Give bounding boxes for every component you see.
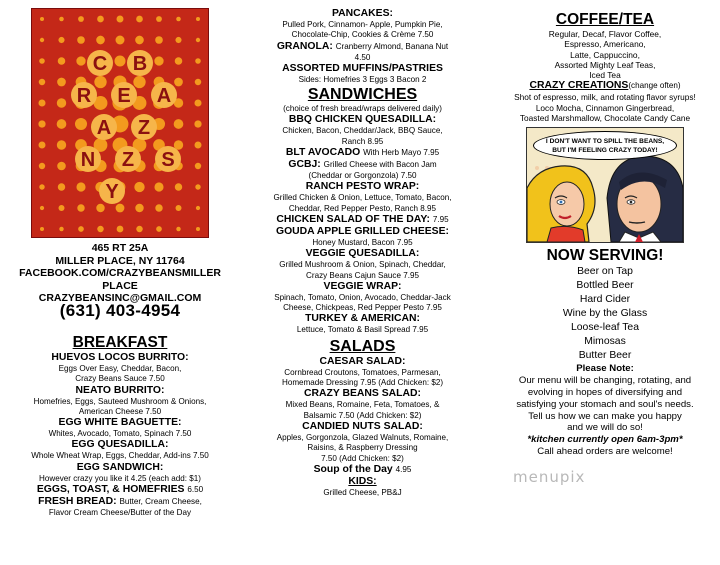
logo-dot (156, 16, 162, 22)
coffee-items (490, 29, 720, 80)
logo-dot (135, 204, 143, 212)
soup-name: Soup of the Day (313, 463, 393, 475)
sandwich-inline-desc: With Herb Mayo 7.95 (363, 148, 440, 158)
fresh-bread-desc: Butter, Cream Cheese, (119, 497, 202, 507)
sandwich-item-desc: (Cheddar or Gorgonzola) 7.50 (308, 171, 417, 181)
logo-dots-art (32, 9, 208, 237)
eggs-toast-price: 6.50 (187, 485, 204, 495)
sandwich-item-name (240, 313, 485, 325)
crazy-creations-note: (change often) (628, 81, 681, 91)
serving-item: Loose-leaf Tea (571, 322, 639, 334)
please-note-title: Please Note: (576, 363, 634, 375)
logo-dot (175, 37, 181, 43)
logo-dot (175, 183, 182, 190)
now-serving-title: NOW SERVING! (546, 247, 664, 265)
salad-item-desc: Raisins, & Raspberry Dressing (307, 443, 418, 453)
logo-dot (40, 227, 44, 231)
sandwich-name: VEGGIE QUESADILLA: (305, 248, 420, 260)
logo-dot (196, 17, 200, 21)
logo-dot (94, 76, 106, 88)
crazy-creations-name: CRAZY CREATIONS (529, 80, 629, 92)
logo-dot (154, 182, 163, 191)
logo-letter: B (132, 53, 148, 75)
logo-dot (39, 58, 45, 64)
fresh-bread-name: FRESH BREAD: (38, 496, 117, 508)
crazy-beans-logo (31, 8, 209, 238)
logo-letter: A (96, 117, 112, 139)
address-line-1: 465 RT 25A (91, 242, 149, 254)
logo-dot (195, 163, 201, 169)
logo-dot (40, 206, 44, 210)
logo-dot (155, 204, 162, 211)
logo-dot (58, 205, 64, 211)
logo-dot (58, 183, 65, 190)
salad-item-desc: Mixed Beans, Romaine, Feta, Tomatoes, & (285, 400, 440, 410)
sandwich-name: GCBJ: (288, 159, 321, 171)
pancakes-heading: PANCAKES: (332, 8, 393, 19)
logo-dot (58, 37, 64, 43)
bubble-line-1: I DON'T WANT TO SPILL THE BEANS, (545, 137, 665, 145)
breakfast-item-desc: Crazy Beans Sauce 7.50 (75, 374, 165, 384)
logo-dot (116, 204, 125, 213)
eggs-toast-name: EGGS, TOAST, & HOMEFRIES (36, 484, 185, 496)
sandwich-item-desc: Grilled Chicken & Onion, Lettuce, Tomato, Bacon, (273, 193, 452, 203)
logo-dot (194, 99, 201, 106)
contact-block (0, 242, 240, 320)
sandwich-name: GOUDA APPLE GRILLED CHEESE: (276, 225, 449, 237)
note-line: Tell us how we can make you happy (528, 410, 682, 422)
sandwiches-title: SANDWICHES (307, 86, 418, 104)
logo-dot (174, 78, 183, 87)
logo-dot (196, 38, 200, 42)
note-list (490, 375, 720, 434)
sandwich-item-name (240, 181, 485, 193)
sandwich-name: TURKEY & AMERICAN: (305, 313, 420, 325)
breakfast-item-desc: Eggs Over Easy, Cheddar, Bacon, (58, 364, 182, 373)
logo-letter: E (117, 85, 131, 107)
logo-dot (57, 119, 67, 129)
logo-letter: C (92, 53, 108, 75)
email-link[interactable]: CRAZYBEANSINC@GMAIL.COM (38, 292, 202, 304)
logo-dot (38, 141, 45, 148)
breakfast-item-name: EGG WHITE BAGUETTE: (58, 417, 182, 429)
logo-dot (78, 16, 84, 22)
sides-line: Sides: Homefries 3 Eggs 3 Bacon 2 (298, 74, 427, 84)
note-line: Our menu will be changing, rotating, and (518, 375, 692, 387)
salad-items (240, 356, 485, 464)
logo-dot (154, 56, 163, 65)
sandwich-item-desc: Cheddar, Red Pepper Pesto, Ranch 8.95 (288, 203, 437, 213)
logo-dot (194, 141, 201, 148)
logo-dot (114, 55, 125, 66)
sandwich-inline-desc: Grilled Cheese with Bacon Jam (323, 160, 437, 170)
breakfast-item-name: EGG SANDWICH: (76, 461, 164, 473)
coffee-item: Espresso, Americano, (564, 39, 646, 50)
logo-dot (97, 16, 104, 23)
note-line: evolving in hopes of diversifying and (527, 386, 683, 398)
sandwich-item-desc: Lettuce, Tomato & Basil Spread 7.95 (296, 325, 429, 335)
breakfast-item-name: EGG QUESADILLA: (71, 439, 169, 451)
logo-dot (196, 206, 200, 210)
sandwich-item-desc: Crazy Beans Cajun Sauce 7.95 (306, 270, 419, 280)
logo-dot (175, 205, 181, 211)
salads-title: SALADS (329, 337, 396, 355)
logo-letter: N (80, 149, 96, 171)
logo-letter: Y (105, 181, 119, 203)
serving-list (490, 265, 720, 363)
granola-desc: Cranberry Almond, Banana Nut (335, 41, 449, 51)
creations-desc-line: Shot of espresso, milk, and rotating flavor syrups! (514, 92, 696, 103)
facebook-link[interactable]: FACEBOOK.COM/CRAZYBEANSMILLER (19, 267, 221, 279)
breakfast-section (0, 334, 240, 518)
soup-item (240, 464, 485, 476)
logo-letter: S (161, 149, 175, 171)
logo-letter: A (156, 85, 172, 107)
sandwich-item-name (240, 159, 485, 171)
logo-dot (175, 57, 183, 65)
logo-dot (155, 36, 163, 44)
breakfast-title: BREAKFAST (72, 334, 168, 351)
salad-item-desc: 7.50 (Add Chicken: $2) (321, 453, 404, 463)
logo-dot (57, 162, 66, 171)
logo-dot (133, 76, 145, 88)
phone-number[interactable]: (631) 403-4954 (59, 300, 181, 320)
logo-letter: Z (137, 117, 151, 139)
sandwich-item-desc: Grilled Mushroom & Onion, Spinach, Cheddar, (279, 260, 446, 270)
sandwich-inline-desc: 7.95 (432, 214, 449, 224)
logo-dot (117, 16, 124, 23)
sandwich-item-desc: Spinach, Tomato, Onion, Avocado, Cheddar-Jack (274, 292, 451, 302)
logo-dot (38, 120, 45, 127)
logo-dot (39, 184, 44, 189)
facebook-link-cont[interactable]: PLACE (102, 279, 138, 292)
logo-dot (39, 79, 45, 85)
logo-dot (96, 36, 105, 45)
kids-desc: Grilled Cheese, PB&J (323, 487, 402, 497)
creations-desc-line: Toasted Marshmallow, Chocolate Candy Cane (519, 113, 691, 124)
fresh-bread-desc-2: Flavor Cream Cheese/Butter of the Day (48, 508, 192, 518)
logo-dot (195, 79, 201, 85)
sandwich-item-desc: Ranch 8.95 (341, 136, 384, 146)
logo-dot (39, 163, 45, 169)
coffee-item: Latte, Cappuccino, (570, 49, 640, 60)
menupix-watermark: menupix (513, 468, 586, 486)
salad-item-desc: Apples, Gorgonzola, Glazed Walnuts, Romaine, (276, 432, 449, 442)
breakfast-item-desc: Homefries, Eggs, Sauteed Mushroom & Onions, (33, 396, 207, 406)
logo-dot (77, 204, 84, 211)
breakfast-item-name: HUEVOS LOCOS BURRITO: (51, 352, 189, 363)
breakfast-item-name: NEATO BURRITO: (75, 384, 165, 396)
logo-dot (174, 119, 184, 129)
granola-heading: GRANOLA: (276, 40, 333, 52)
soup-price: 4.95 (395, 464, 412, 474)
logo-dot (134, 182, 144, 192)
logo-dot (194, 120, 201, 127)
logo-dot (57, 140, 66, 149)
logo-dot (96, 204, 104, 212)
left-panel (0, 0, 240, 555)
salad-item-desc: Homemade Dressing 7.95 (Add Chicken: $2) (281, 378, 444, 388)
muffins-heading: ASSORTED MUFFINS/PASTRIES (282, 62, 443, 74)
sandwich-name: RANCH PESTO WRAP: (305, 181, 420, 193)
salad-item-name: CRAZY BEANS SALAD: (304, 388, 421, 400)
logo-dot (76, 182, 85, 191)
logo-letter: R (76, 85, 92, 107)
logo-dot (97, 226, 103, 232)
salad-item-desc: Balsamic 7.50 (Add Chicken: $2) (303, 410, 422, 420)
crazy-creations-heading (490, 80, 720, 92)
sandwich-item-desc: Honey Mustard, Bacon 7.95 (312, 237, 413, 247)
logo-dot (59, 227, 63, 231)
salad-item-desc: Cornbread Croutons, Tomatoes, Parmesan, (284, 367, 441, 377)
logo-dot (40, 38, 44, 42)
serving-item: Mimosas (584, 336, 626, 348)
call-ahead-note: Call ahead orders are welcome! (537, 445, 673, 457)
logo-dot (156, 226, 162, 232)
pancakes-desc-2: Chocolate-Chip, Cookies & Crème 7.50 (291, 30, 434, 40)
logo-dot (75, 118, 87, 130)
logo-dot (76, 56, 85, 65)
salad-item-name: CAESAR SALAD: (319, 355, 406, 367)
sandwich-item-name (240, 248, 485, 260)
logo-dot (195, 58, 201, 64)
creations-desc (490, 92, 720, 123)
middle-panel (240, 8, 485, 563)
serving-item: Wine by the Glass (562, 308, 648, 320)
logo-dot (57, 78, 66, 87)
breakfast-item-desc: American Cheese 7.50 (78, 406, 162, 416)
pancakes-desc-1: Pulled Pork, Cinnamon- Apple, Pumpkin Pie, (282, 20, 443, 29)
granola-price: 4.50 (354, 52, 371, 62)
logo-dot (57, 98, 66, 107)
sandwich-name: BLT AVOCADO (285, 147, 361, 159)
breakfast-items (0, 352, 240, 484)
serving-item: Bottled Beer (576, 280, 634, 292)
sandwich-item-name (240, 214, 485, 226)
coffee-item: Iced Tea (589, 70, 621, 81)
note-line: satisfying your stomach and soul's needs. (516, 398, 694, 410)
coffee-item: Assorted Mighty Leaf Teas, (554, 59, 656, 70)
sandwich-item-name (240, 147, 485, 159)
fresh-bread-item (0, 496, 240, 508)
logo-dot (195, 184, 200, 189)
bubble-line-2: BUT I'M FEELING CRAZY TODAY! (552, 146, 658, 154)
serving-item: Butter Beer (578, 350, 632, 362)
logo-dot (59, 17, 64, 22)
serving-item: Beer on Tap (577, 266, 633, 278)
sandwich-item-name (240, 281, 485, 293)
sandwich-name: CHICKEN SALAD OF THE DAY: (276, 213, 430, 225)
logo-letter: Z (121, 149, 135, 171)
coffee-item: Regular, Decaf, Flavor Coffee, (548, 29, 662, 39)
logo-dot (136, 16, 143, 23)
logo-dot (58, 57, 66, 65)
creations-desc-line: Loco Mocha, Cinnamon Gingerbread, (535, 102, 675, 113)
sandwich-items (240, 114, 485, 335)
coffee-tea-title: COFFEE/TEA (555, 11, 655, 28)
logo-dot (77, 36, 85, 44)
comic-illustration (526, 127, 684, 243)
note-line: and we will do so! (567, 422, 643, 434)
logo-dot (38, 99, 45, 106)
salad-item-name: CANDIED NUTS SALAD: (302, 420, 423, 432)
logo-dot (136, 226, 142, 232)
logo-dot (117, 226, 124, 233)
breakfast-item-desc: Whole Wheat Wrap, Eggs, Cheddar, Add-ins 7.50 (31, 451, 209, 461)
granola-item (240, 41, 485, 53)
logo-dot (78, 226, 84, 232)
logo-dot (116, 36, 125, 45)
sandwich-item-name (240, 226, 485, 238)
sandwich-item-name (240, 114, 485, 126)
kitchen-hours: *kitchen currently open 6am-3pm* (527, 434, 683, 446)
serving-item: Hard Cider (579, 294, 631, 306)
logo-dot (176, 17, 181, 22)
sandwich-item-desc: Cheese, Chickpeas, Red Pepper Pesto 7.95 (283, 303, 442, 313)
breakfast-item-desc: Whites, Avocado, Tomato, Spinach 7.50 (48, 429, 192, 439)
logo-dot (135, 36, 144, 45)
sandwich-item-desc: Chicken, Bacon, Cheddar/Jack, BBQ Sauce, (282, 126, 443, 136)
logo-dot (40, 17, 44, 21)
address-line-2: MILLER PLACE, NY 11764 (55, 254, 185, 267)
kids-heading: KIDS: (348, 475, 377, 487)
sandwich-name: VEGGIE WRAP: (323, 280, 402, 292)
sandwiches-note: (choice of fresh bread/wraps delivered daily) (283, 104, 442, 114)
logo-dot (196, 227, 200, 231)
logo-dot (176, 227, 180, 231)
sandwich-name: BBQ CHICKEN QUESADILLA: (288, 114, 437, 126)
eggs-toast-item (0, 484, 240, 496)
breakfast-item-desc: However crazy you like it 4.25 (each add: $1) (39, 473, 201, 483)
